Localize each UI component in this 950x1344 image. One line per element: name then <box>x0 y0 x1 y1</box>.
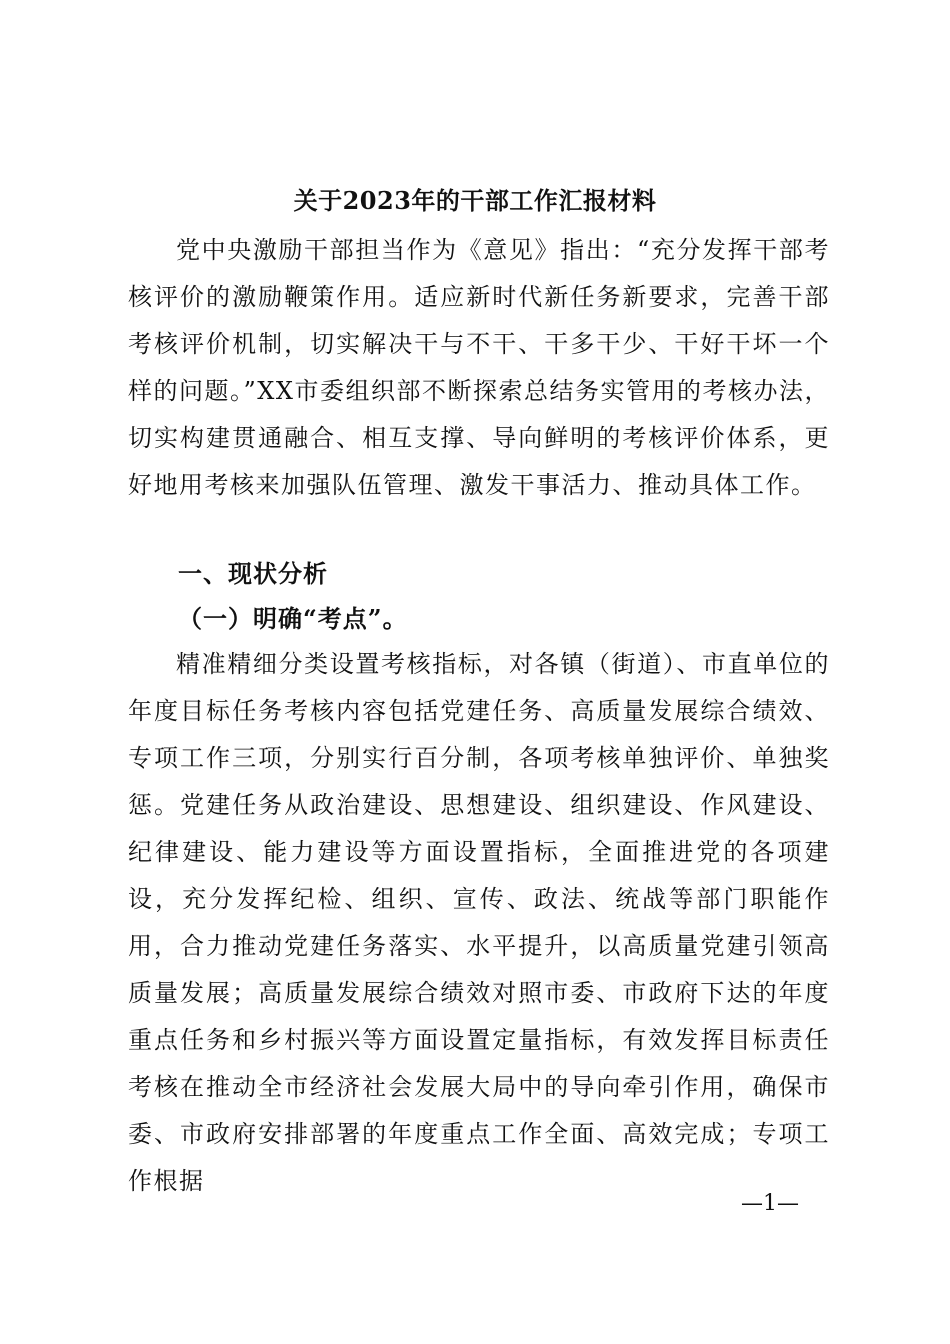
body-paragraph: 精准精细分类设置考核指标，对各镇（街道）、市直单位的年度目标任务考核内容包括党建任务、高质量发展综合绩效、专项工作三项，分别实行百分制，各项考核单独评价、单独奖惩。党建任务从政治建设、思想建设、组织建设、作风建设、纪律建设、能力建设等方面设置指标，全面推进党的各项建设，充分发挥纪检、组织、宣传、政法、统战等部门职能作用，合力推动党建任务落实、水平提升，以高质量党建引领高质量发展；高质量发展综合绩效对照市委、市政府下达的年度重点任务和乡村振兴等方面设置定量指标，有效发挥目标责任考核在推动全市经济社会发展大局中的导向牵引作用，确保市委、市政府安排部署的年度重点工作全面、高效完成；专项工作根据 <box>128 650 830 1195</box>
page-number: —1— <box>741 1191 799 1216</box>
subsection-heading: （一）明确“考点”。 <box>178 604 408 633</box>
section-heading: 一、现状分析 <box>178 559 328 588</box>
intro-paragraph: 党中央激励干部担当作为《意见》指出：“充分发挥干部考核评价的激励鞭策作用。适应新时代新任务新要求，完善干部考核评价机制，切实解决干与不干、干多干少、干好干坏一个样的问题。”XX市委组织部不断探索总结务实管用的考核办法，切实构建贯通融合、相互支撑、导向鲜明的考核评价体系，更好地用考核来加强队伍管理、激发干事活力、推动具体工作。 <box>128 236 830 499</box>
document-title: 关于2023年的干部工作汇报材料 <box>293 186 657 215</box>
